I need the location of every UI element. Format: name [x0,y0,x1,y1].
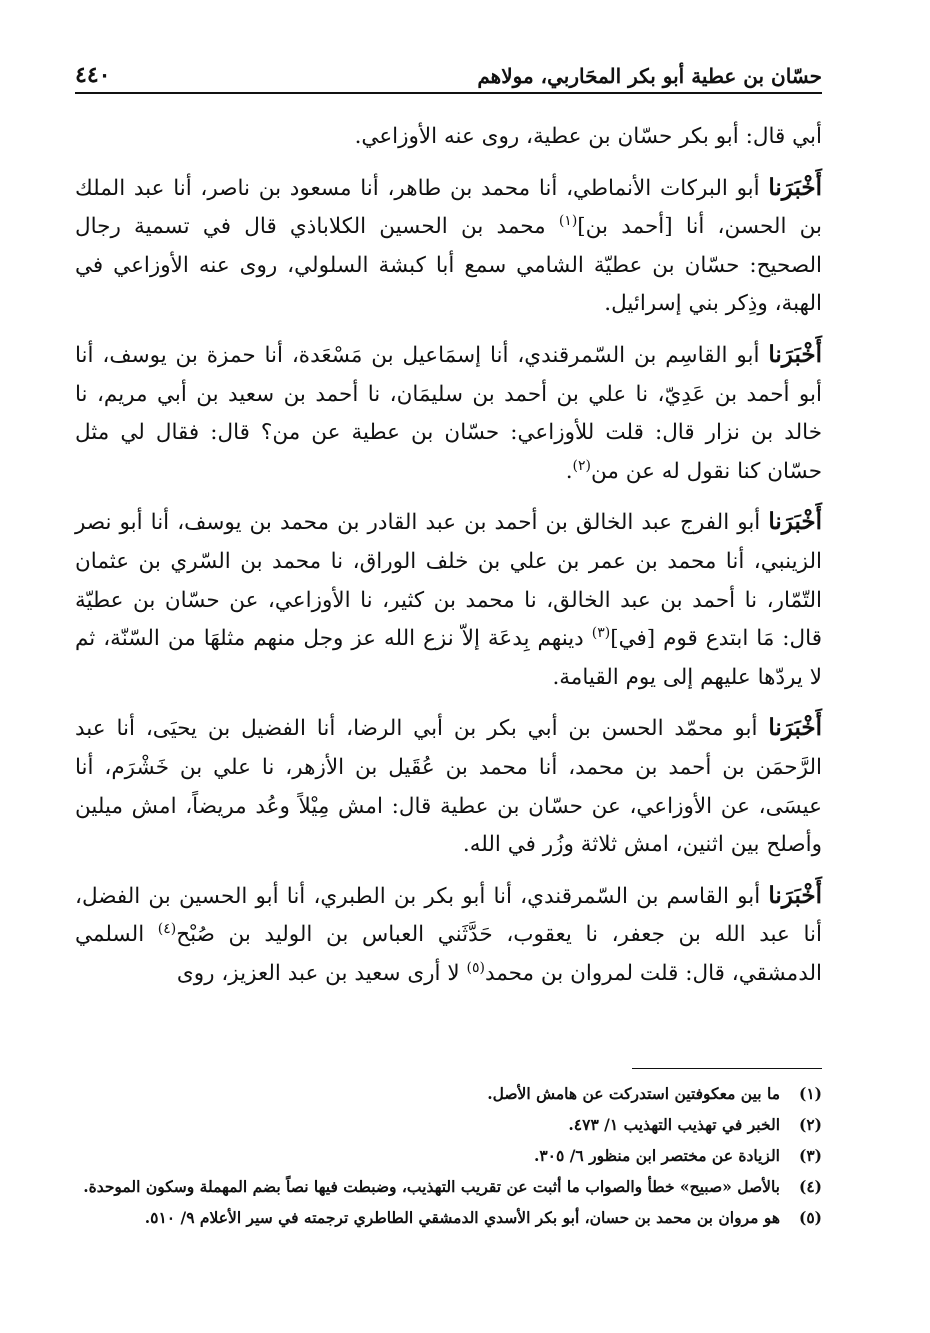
paragraph [75,877,822,994]
page-number: ٤٤٠ [75,62,111,88]
paragraph-lead: أَخْبَرَنا [768,508,822,536]
footnote-text: ما بين معكوفتين استدركت عن هامش الأصل. [487,1084,780,1103]
footnote-reference[interactable]: (٥) [466,959,485,976]
paragraph-text: أبو البركات الأنماطي، أنا محمد بن طاهر، أنا مسعود بن ناصر، أنا عبد الملك بن الحسن، أنا [أحمد بن] [75,175,822,240]
footnote-text: هو مروان بن محمد بن حسان، أبو بكر الأسدي الدمشقي الطاطري ترجمته في سير الأعلام ٩/ ٥١٠. [144,1208,780,1227]
footnote-number: (٤) [798,1177,822,1196]
paragraph-text: أبو القاسِم بن السّمرقندي، أنا إسمَاعيل بن مَسْعَدة، أنا حمزة بن يوسف، أنا أبو أحمد بن عَدِيّ، نا علي بن أحمد بن سليمَان، نا أحمد بن سعيد بن أبي مريم، نا خالد بن نزار قال: قلت للأوزاعي: حسّان بن عطية عن من؟ قال: فقال لي مثل حسّان كنا نقول له عن من [75,342,822,484]
footnote [75,1202,822,1233]
footnote-reference[interactable]: (٢) [572,457,591,474]
paragraph-text: دينهم بِدعَة إلاّ نزع الله عز وجل منهم مثلهَا من السّنّة، ثم لا يردّها عليهم إلى يوم القيامة. [75,626,822,690]
paragraph-text: محمد بن الحسين الكلاباذي قال في تسمية رجال الصحيح: حسّان بن عطيّة الشامي سمع أبا كبشة السلولي، روى عنه الأوزاعي في الهبة، وذِكر بني إسرائيل. [75,214,822,317]
footnote-number: (٢) [798,1115,822,1134]
footnote-text: الزيادة عن مختصر ابن منظور ٦/ ٣٠٥. [533,1146,780,1165]
paragraph-lead: أَخْبَرَنا [768,714,822,742]
paragraph-text: أبو القاسم بن السّمرقندي، أنا أبو بكر بن الطبري، أنا أبو الحسين بن الفضل، أنا عبد الله بن جعفر، نا يعقوب، حَدَّثَني العباس بن الوليد بن صُبْح [75,883,822,948]
footnote [75,1078,822,1109]
paragraph [75,503,822,697]
page-header [75,52,822,94]
footnote-reference[interactable]: (١) [558,213,578,230]
footnote [75,1171,822,1202]
footnote-reference[interactable]: (٤) [157,921,177,938]
paragraph-lead: أَخْبَرَنا [768,173,822,201]
paragraph [75,169,822,324]
footnote-number: (٣) [798,1146,822,1165]
footnote-divider [632,1068,822,1069]
paragraph-text: السلمي الدمشقي، قال: قلت لمروان بن محمد [75,922,822,986]
footnote-reference[interactable]: (٣) [591,624,611,641]
footnote [75,1140,822,1171]
paragraph-text: . [565,458,573,484]
footnote-number: (٥) [798,1208,822,1227]
paragraph-lead: أَخْبَرَنا [768,340,822,368]
footnote-text: الخبر في تهذيب التهذيب ١/ ٤٧٣. [568,1115,780,1134]
paragraph-text: لا أرى سعيد بن عبد العزيز، روى [176,960,467,986]
paragraph [75,336,822,491]
paragraph-lead: أَخْبَرَنا [768,881,822,909]
running-title: حسّان بن عطية أبو بكر المحَاربي، مولاهم [477,64,822,88]
footnote-number: (١) [798,1084,822,1103]
main-text [75,118,822,1005]
opening-line: أبي قال: أبو بكر حسّان بن عطية، روى عنه الأوزاعي. [354,124,822,149]
footnote [75,1109,822,1140]
paragraph-text: أبو الفرج عبد الخالق بن أحمد بن عبد القادر بن محمد بن يوسف، أنا أبو نصر الزينبي، أنا محمد بن عمر بن علي بن خلف الوراق، نا محمد بن السّري بن عثمان التّمّار، نا أحمد بن عبد الخالق، نا محمد بن كثير، نا الأوزاعي، عن حسّان بن عطيّة قال: مَا ابتدع قوم [في] [75,510,822,652]
paragraph-text: أبو محمّد الحسن بن أبي بكر بن أبي الرضا، أنا الفضيل بن يحيَى، أنا عبد الرَّحمَن بن أحمد بن محمد، أنا محمد بن عُقَيل بن الأزهر، نا علي بن خَشْرَم، أنا عيسَى، عن الأوزاعي، عن حسّان بن عطية قال: امش مِيْلاً وعُد مريضاً، امش ميلين وأصلح بين اثنين، امش ثلاثة وزُر في الله. [75,716,822,858]
paragraph [75,709,822,864]
footnote-text: بالأصل «صبيح» خطأ والصواب ما أثبت عن تقريب التهذيب، وضبطت فيها نصاً بضم المهملة وسكون الموحدة. [83,1177,780,1196]
footnotes [75,1078,822,1233]
